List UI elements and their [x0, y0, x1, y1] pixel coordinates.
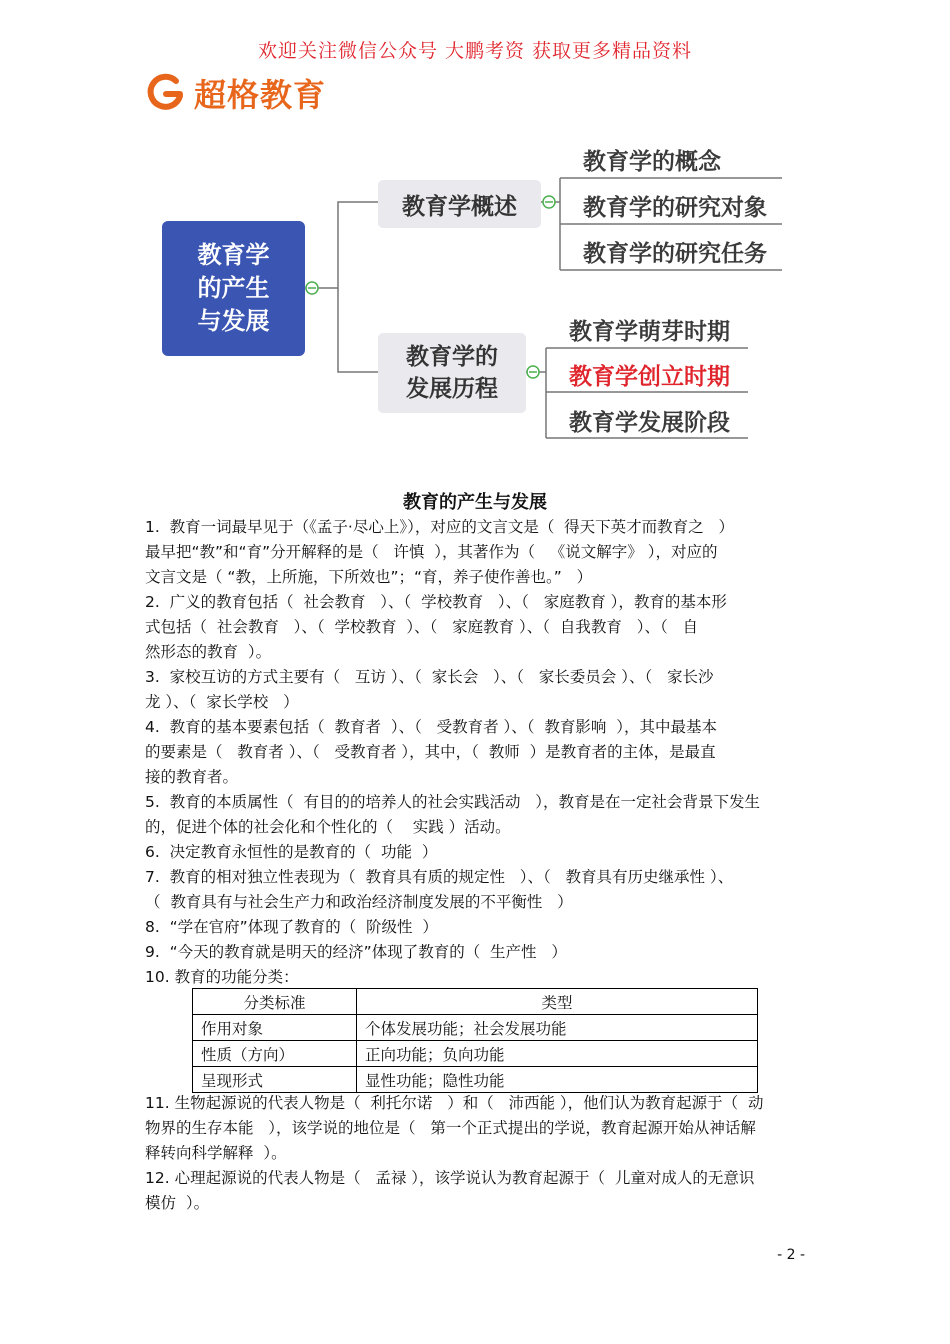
table-cell: 性质（方向） — [193, 1041, 357, 1067]
text-line: 4. 教育的基本要素包括（ 教育者 ）、（ 受教育者 ）、（ 教育影响 ），其中最基本 — [145, 718, 718, 736]
text-line: 然形态的教育 ）。 — [145, 643, 272, 661]
function-table — [192, 988, 758, 1093]
text-line: 1. 教育一词最早见于（《孟子·尽心上》），对应的文言文是（ 得天下英才而教育之 ） — [145, 518, 734, 536]
table-header: 分类标准 — [193, 989, 357, 1015]
mindmap-leaf[interactable]: 教育学发展阶段 — [569, 410, 730, 436]
table-cell: 作用对象 — [193, 1015, 357, 1041]
text-line: 10. 教育的功能分类： — [145, 968, 299, 986]
logo-text: 超格教育 — [194, 76, 327, 114]
table-cell: 呈现形式 — [193, 1067, 357, 1093]
text-line: 的要素是（ 教育者 ）、（ 受教育者 ），其中，（ 教师 ）是教育者的主体，是最直 — [145, 743, 716, 761]
text-line: 12. 心理起源说的代表人物是（ 孟禄 ），该学说认为教育起源于（ 儿童对成人的无意识 — [145, 1169, 755, 1187]
page-number: - 2 - — [777, 1247, 805, 1263]
table-cell: 显性功能；隐性功能 — [357, 1067, 758, 1093]
mindmap-leaf[interactable]: 教育学的研究任务 — [583, 241, 767, 267]
promo-banner: 欢迎关注微信公众号 大鹏考资 获取更多精品资料 — [257, 40, 693, 62]
notes-body — [145, 515, 810, 990]
section-title: 教育的产生与发展 — [403, 492, 547, 513]
table-header-row — [193, 989, 758, 1015]
text-line: 物界的生存本能 ），该学说的地位是（ 第一个正式提出的学说，教育起源开始从神话解 — [145, 1119, 756, 1137]
table-row — [193, 1041, 758, 1067]
mindmap-branch-history[interactable]: 教育学的发展历程 — [378, 333, 526, 413]
mindmap-branch-overview[interactable]: 教育学概述 — [378, 180, 541, 228]
text-line: 最早把“教”和“育”分开解释的是（ 许慎 ），其著作为（ 《说文解字》 ），对应的 — [145, 543, 718, 561]
text-line: 7. 教育的相对独立性表现为（ 教育具有质的规定性 ）、（ 教育具有历史继承性 ）、 — [145, 868, 734, 886]
text-line: 9. “今天的教育就是明天的经济”体现了教育的（ 生产性 ） — [145, 943, 567, 961]
text-line: 5. 教育的本质属性（ 有目的的培养人的社会实践活动 ），教育是在一定社会背景下发生 — [145, 793, 761, 811]
text-line: 释转向科学解释 ）。 — [145, 1144, 287, 1162]
text-line: （ 教育具有与社会生产力和政治经济制度发展的不平衡性 ） — [145, 893, 573, 911]
table-cell: 正向功能；负向功能 — [357, 1041, 758, 1067]
mindmap-leaf[interactable]: 教育学的概念 — [583, 149, 721, 175]
text-line: 的，促进个体的社会化和个性化的（ 实践 ）活动。 — [145, 818, 511, 836]
table-row — [193, 1015, 758, 1041]
text-line: 2. 广义的教育包括（ 社会教育 ）、（ 学校教育 ）、（ 家庭教育 ），教育的基本形 — [145, 593, 727, 611]
text-line: 11. 生物起源说的代表人物是（ 利托尔诺 ）和（ 沛西能 ），他们认为教育起源于（ 动 — [145, 1094, 764, 1112]
text-line: 模仿 ）。 — [145, 1194, 210, 1212]
text-line: 接的教育者。 — [145, 768, 239, 786]
mindmap-leaf[interactable]: 教育学萌芽时期 — [569, 319, 730, 345]
table-header: 类型 — [357, 989, 758, 1015]
text-line: 6. 决定教育永恒性的是教育的（ 功能 ） — [145, 843, 438, 861]
text-line: 3. 家校互访的方式主要有（ 互访 ）、（ 家长会 ）、（ 家长委员会 ）、（ 家长沙 — [145, 668, 714, 686]
mind-map — [0, 0, 950, 470]
table-cell: 个体发展功能；社会发展功能 — [357, 1015, 758, 1041]
mindmap-leaf-highlighted[interactable]: 教育学创立时期 — [569, 364, 730, 390]
text-line: 8. “学在官府”体现了教育的（ 阶级性 ） — [145, 918, 438, 936]
text-line: 式包括（ 社会教育 ）、（ 学校教育 ）、（ 家庭教育 ）、（ 自我教育 ）、（ 自 — [145, 618, 698, 636]
text-line: 龙 ）、（ 家长学校 ） — [145, 693, 299, 711]
mindmap-leaf[interactable]: 教育学的研究对象 — [583, 195, 767, 221]
mindmap-root-node[interactable]: 教育学的产生与发展 — [162, 221, 305, 356]
text-line: 文言文是（ “教，上所施，下所效也”；“育，养子使作善也。” ） — [145, 568, 593, 586]
notes-body-continued — [145, 1091, 810, 1216]
table-row — [193, 1067, 758, 1093]
